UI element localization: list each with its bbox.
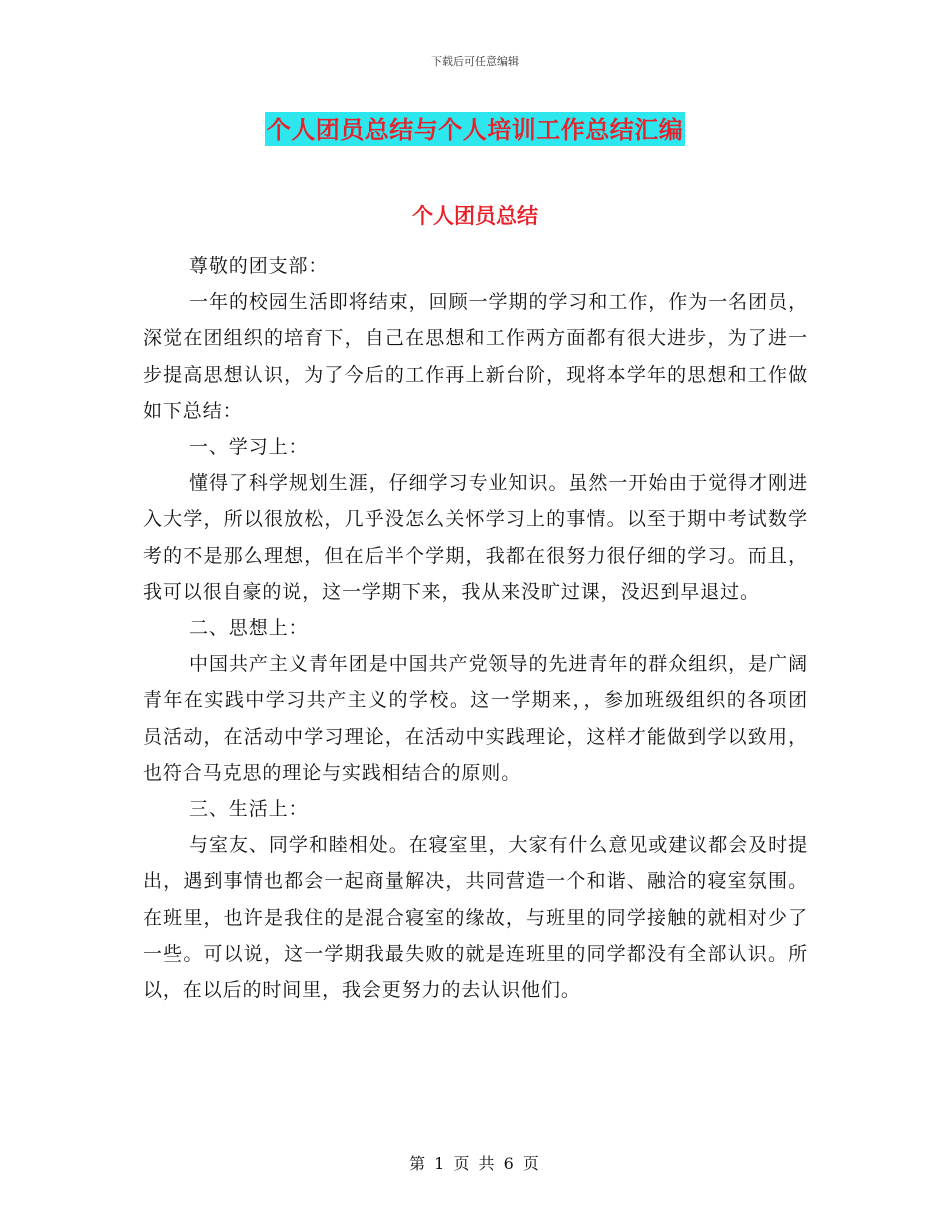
document-body bbox=[143, 248, 808, 1008]
heading-life: 三、生活上： bbox=[189, 798, 309, 821]
paragraph-life: 与室友、同学和睦相处。在寝室里，大家有什么意见或建议都会及时提出，遇到事情也都会一起商量解决，共同营造一个和谐、融洽的寝室氛围。在班里，也许是我住的是混合寝室的缘故，与班里的同学接触的就相对少了一些。可以说，这一学期我最失败的就是连班里的同学都没有全部认识。所以，在以后的时间里，我会更努力的去认识他们。 bbox=[143, 834, 808, 1002]
paragraph-study: 懂得了科学规划生涯，仔细学习专业知识。虽然一开始由于觉得才刚进入大学，所以很放松，几乎没怎么关怀学习上的事情。以至于期中考试数学考的不是那么理想，但在后半个学期，我都在很努力很仔细的学习。而且，我可以很自豪的说，这一学期下来，我从来没旷过课，没迟到早退过。 bbox=[143, 472, 808, 603]
page-header-note: 下载后可任意编辑 bbox=[431, 55, 519, 68]
heading-study: 一、学习上： bbox=[189, 436, 309, 459]
paragraph-intro: 一年的校园生活即将结束，回顾一学期的学习和工作，作为一名团员，深觉在团组织的培育下，自己在思想和工作两方面都有很大进步，为了进一步提高思想认识，为了今后的工作再上新台阶，现将本学年的思想和工作做如下总结： bbox=[143, 291, 808, 422]
page-number-footer: 第 1 页 共 6 页 bbox=[409, 1154, 541, 1173]
heading-thought: 二、思想上： bbox=[189, 617, 309, 640]
document-title-container bbox=[0, 112, 950, 146]
paragraph-thought: 中国共产主义青年团是中国共产党领导的先进青年的群众组织，是广阔青年在实践中学习共产主义的学校。这一学期来，，参加班级组织的各项团员活动，在活动中学习理论，在活动中实践理论，这样才能做到学以致用，也符合马克思的理论与实践相结合的原则。 bbox=[143, 653, 808, 784]
paragraph-salutation: 尊敬的团支部： bbox=[189, 255, 329, 277]
document-title: 个人团员总结与个人培训工作总结汇编 bbox=[265, 112, 686, 146]
section-title: 个人团员总结 bbox=[412, 204, 538, 228]
